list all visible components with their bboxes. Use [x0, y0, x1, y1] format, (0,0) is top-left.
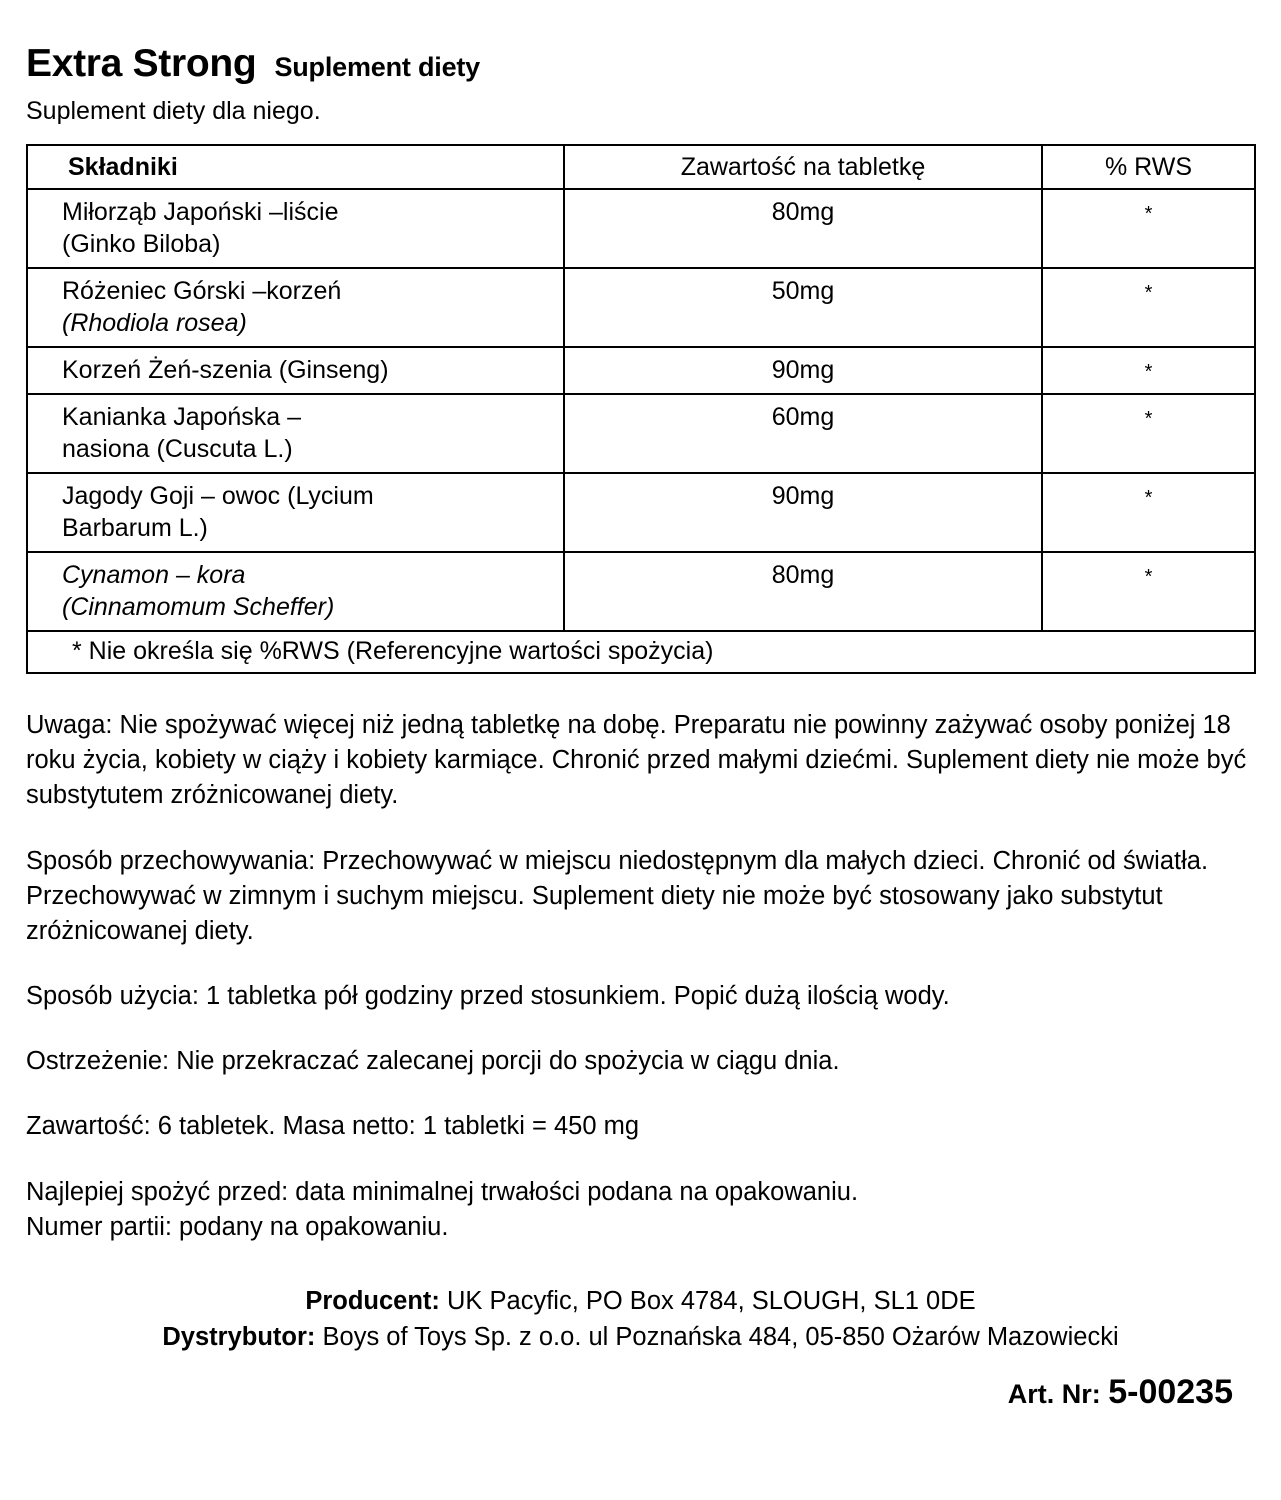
ingredient-name-line: (Cinnamomum Scheffer) [62, 592, 335, 621]
ingredient-amount: 90mg [771, 355, 835, 384]
table-row [27, 189, 1255, 268]
footer [26, 1283, 1255, 1355]
ingredient-name-cell [27, 189, 564, 268]
ingredient-name-line: Kanianka Japońska – [62, 402, 302, 431]
ingredient-name-cell [27, 268, 564, 347]
table-footnote-row [27, 631, 1255, 673]
ingredient-rws: * [1144, 565, 1153, 588]
contents-paragraph: Zawartość: 6 tabletek. Masa netto: 1 tabletki = 450 mg [26, 1112, 640, 1141]
product-subtitle: Suplement diety dla niego. [26, 96, 321, 125]
ingredient-name-cell [27, 552, 564, 631]
ingredient-rws: * [1144, 486, 1153, 509]
ingredient-name-line: Barbarum L.) [62, 513, 208, 542]
ingredient-amount: 50mg [771, 276, 835, 305]
ingredient-name-line: Miłorząb Japoński –liście [62, 197, 339, 226]
distributor-label: Dystrybutor: [162, 1323, 316, 1352]
ingredient-rws-cell [1042, 394, 1255, 473]
product-name: Extra Strong [26, 42, 257, 85]
article-number [26, 1373, 1255, 1412]
table-row [27, 552, 1255, 631]
table-row [27, 347, 1255, 394]
ingredient-rws-cell [1042, 552, 1255, 631]
ingredient-amount-cell [564, 552, 1042, 631]
ingredient-name-line: Korzeń Żeń-szenia (Ginseng) [62, 355, 389, 384]
ingredient-amount: 60mg [771, 402, 835, 431]
table-footnote-cell [27, 631, 1255, 673]
article-number-label: Art. Nr: [1007, 1379, 1101, 1410]
distributor-line [26, 1319, 1255, 1355]
column-header-amount-label: Zawartość na tabletkę [680, 152, 926, 181]
ingredient-rws: * [1144, 360, 1153, 383]
warning-paragraph: Uwaga: Nie spożywać więcej niż jedną tabletkę na dobę. Preparatu nie powinny zażywać osoby poniżej 18 roku życia, kobiety w ciąży i kobiety karmiące. Chronić przed małymi dziećmi. Suplement diety nie może być substytutem zróżnicowanej diety. [26, 710, 1247, 810]
ingredient-rws: * [1144, 202, 1153, 225]
ingredient-rws: * [1144, 281, 1153, 304]
column-header-rws-label: % RWS [1104, 152, 1193, 181]
ingredient-amount-cell [564, 189, 1042, 268]
usage-paragraph: Sposób użycia: 1 tabletka pół godziny przed stosunkiem. Popić dużą ilością wody. [26, 982, 950, 1011]
best-before-paragraph: Najlepiej spożyć przed: data minimalnej trwałości podana na opakowaniu. [26, 1177, 859, 1206]
body-text [26, 708, 1255, 1245]
batch-number-paragraph: Numer partii: podany na opakowaniu. [26, 1212, 449, 1241]
table-row [27, 473, 1255, 552]
ingredient-amount: 80mg [771, 560, 835, 589]
ingredient-name-line: Jagody Goji – owoc (Lycium [62, 481, 374, 510]
product-category: Suplement diety [274, 52, 480, 82]
article-number-value: 5-00235 [1108, 1373, 1233, 1412]
ingredient-rws-cell [1042, 347, 1255, 394]
ingredient-rws-cell [1042, 473, 1255, 552]
ingredient-rws: * [1144, 407, 1153, 430]
table-header-row [27, 145, 1255, 189]
column-header-ingredients [27, 145, 564, 189]
page-title [26, 44, 1255, 85]
producer-label: Producent: [305, 1287, 440, 1315]
storage-paragraph: Sposób przechowywania: Przechowywać w miejscu niedostępnym dla małych dzieci. Chronić od światła. Przechowywać w zimnym i suchym miejscu. Suplement diety nie może być stosowany jako substytut zróżnicowanej diety. [26, 846, 1209, 945]
table-row [27, 394, 1255, 473]
column-header-rws [1042, 145, 1255, 189]
ingredient-rws-cell [1042, 268, 1255, 347]
ingredients-table [26, 144, 1256, 674]
producer-value: UK Pacyfic, PO Box 4784, SLOUGH, SL1 0DE [447, 1287, 976, 1315]
ingredient-amount: 80mg [771, 197, 835, 226]
ingredient-rws-cell [1042, 189, 1255, 268]
ingredient-amount-cell [564, 347, 1042, 394]
ingredient-name-line: nasiona (Cuscuta L.) [62, 434, 293, 463]
ingredient-name-line: Różeniec Górski –korzeń [62, 276, 342, 305]
ingredient-amount: 90mg [771, 481, 835, 510]
distributor-value: Boys of Toys Sp. z o.o. ul Poznańska 484, 05-850 Ożarów Mazowiecki [322, 1323, 1119, 1352]
table-row [27, 268, 1255, 347]
ingredient-name-line: (Rhodiola rosea) [62, 308, 247, 337]
caution-paragraph: Ostrzeżenie: Nie przekraczać zalecanej porcji do spożycia w ciągu dnia. [26, 1047, 840, 1076]
ingredient-amount-cell [564, 473, 1042, 552]
rws-footnote: * Nie określa się %RWS (Referencyjne wartości spożycia) [72, 636, 714, 665]
producer-line [26, 1283, 1255, 1319]
ingredient-amount-cell [564, 394, 1042, 473]
ingredient-name-cell [27, 347, 564, 394]
ingredient-name-line: Cynamon – kora [62, 560, 246, 589]
ingredient-name-cell [27, 473, 564, 552]
ingredient-amount-cell [564, 268, 1042, 347]
column-header-ingredients-label: Składniki [68, 152, 178, 181]
ingredient-name-line: (Ginko Biloba) [62, 229, 221, 258]
ingredient-name-cell [27, 394, 564, 473]
column-header-amount [564, 145, 1042, 189]
